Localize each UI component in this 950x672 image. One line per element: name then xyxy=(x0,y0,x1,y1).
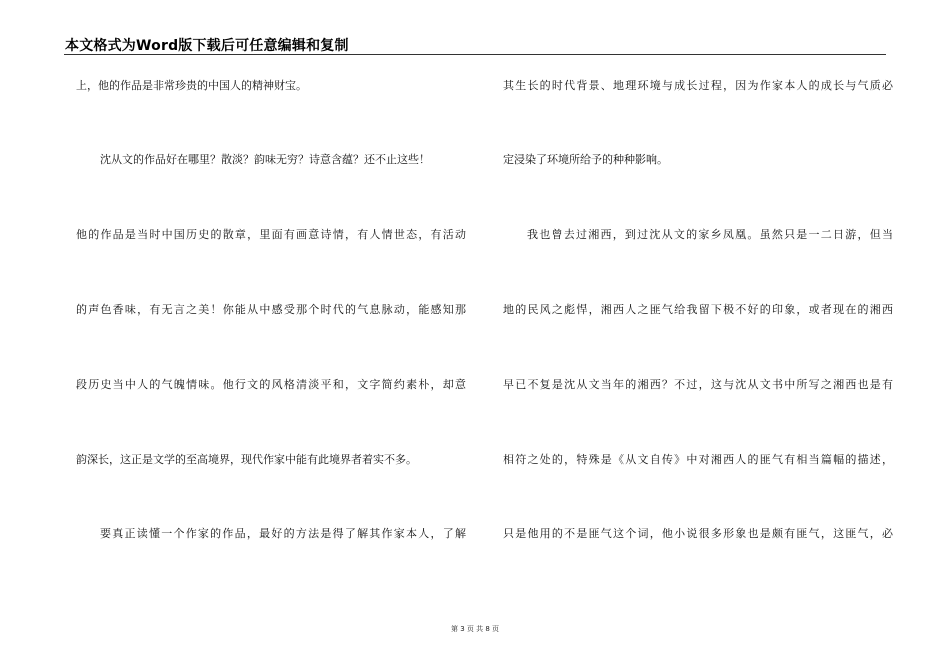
header-divider xyxy=(64,54,886,55)
text-line: 要真正读懂一个作家的作品，最好的方法是得了解其作家本人，了解 xyxy=(100,527,466,540)
text-line: 韵深长，这正是文学的至高境界，现代作家中能有此境界者着实不多。 xyxy=(76,453,417,466)
text-line: 他的作品是当时中国历史的散章，里面有画意诗情，有人情世态，有活动 xyxy=(76,228,466,241)
text-line: 上，他的作品是非常珍贵的中国人的精神财宝。 xyxy=(76,79,307,92)
text-line: 只是他用的不是匪气这个词，他小说很多形象也是颇有匪气，这匪气，必 xyxy=(503,527,893,540)
text-line: 早已不复是沈从文当年的湘西？不过，这与沈从文书中所写之湘西也是有 xyxy=(503,378,893,391)
text-line: 地的民风之彪悍，湘西人之匪气给我留下极不好的印象，或者现在的湘西 xyxy=(503,303,893,316)
text-line: 相符之处的，特殊是《从文自传》中对湘西人的匪气有相当篇幅的描述， xyxy=(503,453,893,466)
document-header-title: 本文格式为Word版下载后可任意编辑和复制 xyxy=(65,38,349,54)
text-line: 的声色香味，有无言之美！你能从中感受那个时代的气息脉动，能感知那 xyxy=(76,303,466,316)
page-number: 第 3 页 共 8 页 xyxy=(450,625,500,633)
text-line: 我也曾去过湘西，到过沈从文的家乡凤凰。虽然只是一二日游，但当 xyxy=(527,228,893,241)
text-line: 其生长的时代背景、地理环境与成长过程，因为作家本人的成长与气质必 xyxy=(503,79,893,92)
text-line: 段历史当中人的气魄情味。他行文的风格清淡平和，文字简约素朴，却意 xyxy=(76,378,466,391)
text-line: 定浸染了环境所给予的种种影响。 xyxy=(503,153,668,166)
text-line: 沈从文的作品好在哪里？散淡？韵味无穷？诗意含蕴？还不止这些！ xyxy=(100,153,430,166)
